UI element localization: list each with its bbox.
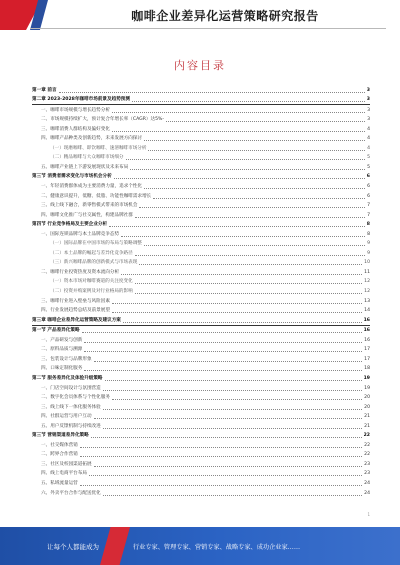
toc-entry[interactable] bbox=[32, 248, 370, 258]
toc-entry[interactable] bbox=[32, 440, 370, 450]
toc-entry-title: 二、原料品质与溯源 bbox=[41, 347, 83, 353]
toc-entry[interactable] bbox=[32, 421, 370, 431]
toc-leader-dots bbox=[132, 101, 365, 102]
toc-entry[interactable] bbox=[32, 172, 370, 182]
toc-leader-dots bbox=[148, 150, 365, 151]
toc-entry[interactable] bbox=[32, 488, 370, 498]
page-number: 1 bbox=[367, 512, 370, 517]
toc-leader-dots bbox=[103, 495, 362, 496]
toc-entry-page: 13 bbox=[364, 298, 370, 304]
toc-leader-dots bbox=[94, 418, 363, 419]
toc-entry[interactable] bbox=[32, 431, 370, 441]
toc-entry[interactable] bbox=[32, 478, 370, 488]
toc-entry-page: 23 bbox=[364, 461, 370, 467]
toc-entry[interactable] bbox=[32, 354, 370, 364]
toc-leader-dots bbox=[112, 312, 362, 313]
toc-entry[interactable] bbox=[32, 85, 370, 95]
toc-entry-title: 二、市场规模持续扩大，预计复合年增长率（CAGR）达5%- bbox=[41, 117, 165, 123]
toc-entry[interactable] bbox=[32, 393, 370, 403]
toc-entry-title: 四、咖啡产品种类及创新趋势，未来发展方向探讨 bbox=[41, 136, 143, 142]
toc-entry[interactable] bbox=[32, 191, 370, 201]
footer-slogan-left: 让每个人都能成为 bbox=[47, 543, 99, 551]
toc-entry-title: 第二章 2023-2028年咖啡市场前景及趋势预测 bbox=[32, 97, 130, 103]
toc-entry[interactable] bbox=[32, 402, 370, 412]
toc-entry-title: 三、咖啡行业进入壁垒与风险因素 bbox=[41, 298, 110, 304]
toc-entry-page: 17 bbox=[364, 347, 370, 353]
header-divider bbox=[30, 28, 386, 29]
toc-entry-page: 9 bbox=[367, 241, 370, 247]
toc-entry-title: 三、社区及校园渠道拓展 bbox=[41, 461, 92, 467]
toc-entry[interactable] bbox=[32, 153, 370, 163]
toc-entry-title: 第三节 营销渠道差异化策略 bbox=[32, 433, 89, 439]
toc-entry-page: 18 bbox=[364, 366, 370, 372]
toc-entry[interactable] bbox=[32, 239, 370, 249]
toc-entry-title: 第三章 咖啡企业差异化运营策略及建议方案 bbox=[32, 317, 121, 323]
toc-leader-dots bbox=[135, 293, 362, 294]
toc-entry[interactable] bbox=[32, 326, 370, 336]
toc-entry-page: 23 bbox=[364, 471, 370, 477]
table-of-contents bbox=[32, 85, 370, 498]
toc-entry-title: 四、线上电商平台布局 bbox=[41, 471, 87, 477]
toc-entry-page: 4 bbox=[367, 126, 370, 132]
toc-entry[interactable] bbox=[32, 210, 370, 220]
toc-entry-page: 20 bbox=[364, 404, 370, 410]
toc-entry[interactable] bbox=[32, 306, 370, 316]
toc-leader-dots bbox=[139, 207, 365, 208]
toc-entry-page: 22 bbox=[364, 452, 370, 458]
toc-entry-title: 四、咖啡文化推广与社交属性，构建品牌社群 bbox=[41, 212, 133, 218]
toc-leader-dots bbox=[135, 255, 365, 256]
toc-entry-title: 三、线上线下融合，新零售模式带来的市场机会 bbox=[41, 203, 138, 209]
toc-entry-page: 16 bbox=[364, 337, 370, 343]
toc-entry-page: 3 bbox=[366, 97, 370, 103]
toc-leader-dots bbox=[80, 456, 362, 457]
toc-entry[interactable] bbox=[32, 459, 370, 469]
toc-entry-title: 四、社群运营与用户互动 bbox=[41, 414, 92, 420]
toc-entry[interactable] bbox=[32, 95, 370, 106]
toc-entry[interactable] bbox=[32, 115, 370, 125]
toc-entry-title: 第一章 前言 bbox=[32, 87, 57, 93]
report-title: 咖啡企业差异化运营策略研究报告 bbox=[131, 9, 319, 23]
toc-entry-title: 第一节 产品差异化策略 bbox=[32, 328, 80, 334]
toc-entry[interactable] bbox=[32, 201, 370, 211]
toc-entry-title: 第四节 行业竞争格局及主要企业分析 bbox=[32, 222, 108, 228]
toc-leader-dots bbox=[80, 447, 362, 448]
toc-entry-page: 12 bbox=[364, 279, 370, 285]
toc-entry-title: （二）本土品牌的崛起与差异化竞争路径 bbox=[50, 250, 133, 256]
toc-leader-dots bbox=[139, 264, 362, 265]
toc-entry[interactable] bbox=[32, 277, 370, 287]
toc-leader-dots bbox=[91, 437, 362, 438]
toc-leader-dots bbox=[94, 466, 363, 467]
toc-entry-title: （二）精品咖啡与大众咖啡市场细分 bbox=[50, 155, 124, 161]
toc-entry-title: （一）国际品牌在中国市场的布局与策略调整 bbox=[50, 241, 142, 247]
toc-leader-dots bbox=[82, 332, 362, 333]
toc-leader-dots bbox=[109, 226, 365, 227]
toc-entry-title: 五、私域流量运营 bbox=[41, 480, 78, 486]
toc-leader-dots bbox=[103, 390, 362, 391]
toc-entry-page: 3 bbox=[367, 107, 370, 113]
toc-entry-title: 一、咖啡市场规模与增长趋势分析 bbox=[41, 107, 110, 113]
toc-entry[interactable] bbox=[32, 383, 370, 393]
toc-entry[interactable] bbox=[32, 373, 370, 383]
toc-entry-page: 8 bbox=[366, 222, 370, 228]
toc-entry-page: 6 bbox=[367, 193, 370, 199]
toc-leader-dots bbox=[112, 303, 362, 304]
toc-entry[interactable] bbox=[32, 105, 370, 115]
toc-leader-dots bbox=[121, 274, 362, 275]
toc-entry-page: 22 bbox=[364, 442, 370, 448]
toc-entry-page: 21 bbox=[364, 423, 370, 429]
toc-entry-page: 16 bbox=[363, 328, 370, 334]
toc-leader-dots bbox=[103, 409, 362, 410]
toc-leader-dots bbox=[144, 188, 365, 189]
toc-entry-title: 四、行业发展趋势总结及前景展望 bbox=[41, 308, 110, 314]
toc-leader-dots bbox=[103, 428, 362, 429]
toc-entry-page: 8 bbox=[367, 231, 370, 237]
toc-leader-dots bbox=[84, 351, 362, 352]
toc-entry-title: 二、跨界合作营销 bbox=[41, 452, 78, 458]
toc-entry-page: 16 bbox=[363, 317, 370, 323]
toc-leader-dots bbox=[135, 217, 365, 218]
toc-entry-title: 一、门店空间设计与氛围营造 bbox=[41, 385, 101, 391]
toc-leader-dots bbox=[84, 370, 362, 371]
toc-entry-page: 5 bbox=[367, 155, 370, 161]
toc-entry-title: 五、用户反馈机制与持续改进 bbox=[41, 423, 101, 429]
toc-entry[interactable] bbox=[32, 345, 370, 355]
toc-entry-title: 四、口味定制化服务 bbox=[41, 366, 83, 372]
toc-leader-dots bbox=[126, 159, 366, 160]
toc-leader-dots bbox=[112, 399, 362, 400]
toc-leader-dots bbox=[135, 283, 362, 284]
toc-entry-page: 14 bbox=[364, 308, 370, 314]
toc-entry-title: 一、国际连锁品牌与本土品牌竞争态势 bbox=[41, 231, 120, 237]
toc-entry-title: 二、咖啡行业投资热度及资本流向分析 bbox=[41, 269, 120, 275]
toc-entry-title: 三、线上线下一体化服务体验 bbox=[41, 404, 101, 410]
toc-entry-page: 19 bbox=[364, 385, 370, 391]
toc-entry-page: 6 bbox=[366, 174, 370, 180]
toc-entry-title: 二、健康意识提升，低糖、低脂、功能性咖啡需求增长 bbox=[41, 193, 152, 199]
toc-entry-title: 五、咖啡产业链上下游发展现状及未来布局 bbox=[41, 164, 129, 170]
toc-leader-dots bbox=[144, 140, 365, 141]
toc-entry-page: 12 bbox=[364, 289, 370, 295]
toc-entry[interactable] bbox=[32, 296, 370, 306]
toc-entry-page: 9 bbox=[367, 250, 370, 256]
toc-entry-title: 一、社交媒体营销 bbox=[41, 442, 78, 448]
toc-entry-page: 20 bbox=[364, 395, 370, 401]
toc-entry[interactable] bbox=[32, 181, 370, 191]
toc-entry-page: 7 bbox=[367, 203, 370, 209]
toc-entry[interactable] bbox=[32, 162, 370, 172]
toc-entry-page: 7 bbox=[367, 212, 370, 218]
toc-leader-dots bbox=[89, 475, 362, 476]
toc-entry-title: 一、产品研发与创新 bbox=[41, 337, 83, 343]
toc-leader-dots bbox=[130, 169, 365, 170]
toc-entry[interactable] bbox=[32, 450, 370, 460]
toc-entry[interactable] bbox=[32, 143, 370, 153]
toc-entry-title: 六、外卖平台合作与配送优化 bbox=[41, 490, 101, 496]
toc-leader-dots bbox=[144, 245, 365, 246]
toc-entry-title: 三、包装设计与品牌形象 bbox=[41, 356, 92, 362]
footer-slogan-right: 行业专家、管理专家、营销专家、战略专家、成功企业家…… bbox=[133, 544, 301, 551]
toc-leader-dots bbox=[114, 178, 365, 179]
toc-entry[interactable] bbox=[32, 229, 370, 239]
toc-entry-page: 19 bbox=[363, 375, 370, 381]
toc-entry-page: 6 bbox=[367, 184, 370, 190]
toc-entry[interactable] bbox=[32, 469, 370, 479]
toc-entry[interactable] bbox=[32, 364, 370, 374]
toc-entry[interactable] bbox=[32, 124, 370, 134]
toc-entry-title: 第二节 服务差异化及体验升级策略 bbox=[32, 375, 103, 381]
toc-entry-page: 3 bbox=[367, 117, 370, 123]
toc-entry-page: 4 bbox=[367, 136, 370, 142]
toc-entry-page: 21 bbox=[364, 414, 370, 420]
toc-leader-dots bbox=[84, 342, 362, 343]
toc-leader-dots bbox=[105, 380, 362, 381]
toc-leader-dots bbox=[121, 236, 365, 237]
toc-entry-page: 24 bbox=[364, 480, 370, 486]
toc-entry[interactable] bbox=[32, 412, 370, 422]
toc-entry-page: 17 bbox=[364, 356, 370, 362]
toc-leader-dots bbox=[59, 92, 365, 93]
toc-leader-dots bbox=[80, 485, 362, 486]
toc-leader-dots bbox=[112, 131, 365, 132]
toc-entry[interactable] bbox=[32, 286, 370, 296]
toc-entry-title: 三、咖啡消费人群结构及偏好变化 bbox=[41, 126, 110, 132]
toc-leader-dots bbox=[123, 322, 362, 323]
toc-entry-title: （二）投资并购案例及对行业格局的影响 bbox=[50, 289, 133, 295]
toc-entry-page: 4 bbox=[367, 145, 370, 151]
toc-entry[interactable] bbox=[32, 258, 370, 268]
toc-entry-page: 22 bbox=[363, 433, 370, 439]
toc-entry[interactable] bbox=[32, 220, 370, 230]
toc-entry-page: 5 bbox=[367, 164, 370, 170]
toc-entry-page: 3 bbox=[366, 87, 370, 93]
toc-leader-dots bbox=[94, 361, 363, 362]
toc-entry-title: （三）新兴咖啡品牌的创新模式与市场表现 bbox=[50, 260, 138, 266]
toc-entry-page: 11 bbox=[364, 269, 370, 275]
toc-entry-title: （一）现磨咖啡、即饮咖啡、速溶咖啡市场分析 bbox=[50, 145, 147, 151]
toc-entry-page: 10 bbox=[364, 260, 370, 266]
toc-entry-title: 一、年轻消费群体成为主要消费力量，追求个性化 bbox=[41, 184, 143, 190]
toc-leader-dots bbox=[153, 198, 365, 199]
toc-entry-title: （一）资本市场对咖啡赛道的关注度变化 bbox=[50, 279, 133, 285]
toc-entry[interactable] bbox=[32, 335, 370, 345]
toc-entry-page: 24 bbox=[364, 490, 370, 496]
toc-heading: 内容目录 bbox=[174, 59, 226, 72]
toc-entry[interactable] bbox=[32, 267, 370, 277]
page-header bbox=[0, 0, 400, 30]
toc-entry-title: 第三节 消费者需求变化与市场机会分析 bbox=[32, 174, 112, 180]
toc-leader-dots bbox=[112, 112, 365, 113]
toc-entry-title: 二、数字化会员体系与个性化服务 bbox=[41, 395, 110, 401]
toc-entry[interactable] bbox=[32, 315, 370, 326]
toc-leader-dots bbox=[166, 121, 365, 122]
toc-entry[interactable] bbox=[32, 134, 370, 144]
